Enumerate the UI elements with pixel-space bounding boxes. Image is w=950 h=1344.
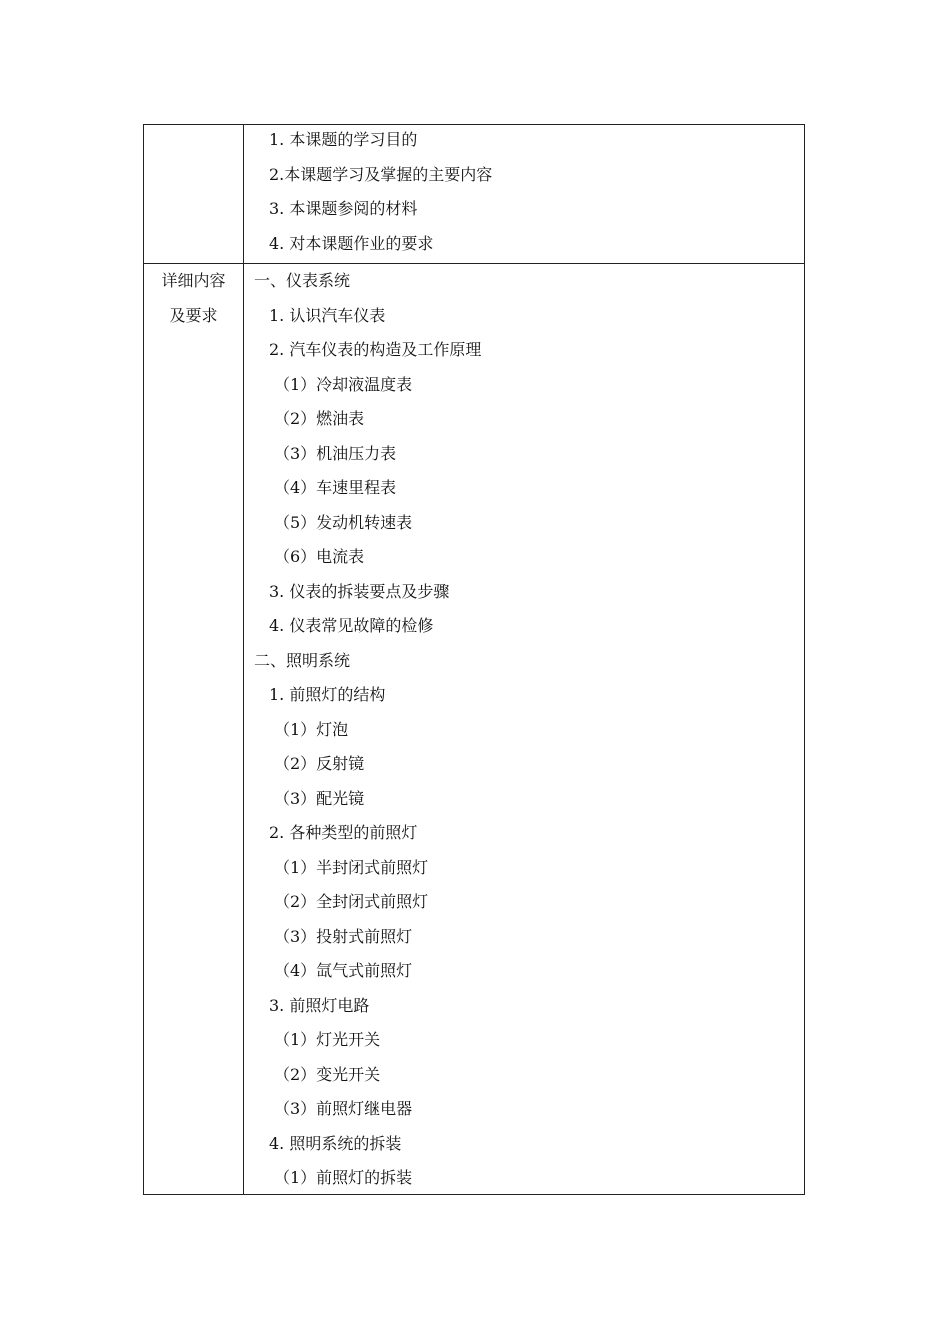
detail-item: 2. 各种类型的前照灯 xyxy=(269,823,418,842)
curriculum-table xyxy=(143,124,805,1195)
detail-item: 4. 仪表常见故障的检修 xyxy=(269,616,434,635)
detail-item: （4）车速里程表 xyxy=(274,478,397,497)
detail-item: （1）灯泡 xyxy=(274,719,349,739)
objective-item: 4. 对本课题作业的要求 xyxy=(269,233,434,253)
detail-content-cell xyxy=(244,264,804,1196)
detail-item: （1）冷却液温度表 xyxy=(274,374,413,394)
detail-item: 3. 仪表的拆装要点及步骤 xyxy=(269,581,450,601)
detail-item: （1）前照灯的拆装 xyxy=(274,1168,413,1187)
detail-label-text: 及要求 xyxy=(169,305,218,325)
detail-item: （2）变光开关 xyxy=(274,1064,381,1084)
detail-item: （2）燃油表 xyxy=(274,409,365,428)
detail-item: 4. 照明系统的拆装 xyxy=(269,1133,402,1153)
detail-item: （3）前照灯继电器 xyxy=(274,1099,413,1118)
detail-item: （2）反射镜 xyxy=(274,754,365,773)
detail-item: （4）氙气式前照灯 xyxy=(274,961,413,980)
detail-item: （1）半封闭式前照灯 xyxy=(274,857,429,877)
detail-item: 二、照明系统 xyxy=(254,650,351,670)
detail-item: （3）投射式前照灯 xyxy=(274,926,413,946)
detail-label-text: 详细内容 xyxy=(161,271,226,290)
objective-item: 3. 本课题参阅的材料 xyxy=(269,199,418,218)
detail-item: （5）发动机转速表 xyxy=(274,512,413,532)
objectives-cell xyxy=(244,123,804,261)
objective-item: 1. 本课题的学习目的 xyxy=(269,130,418,149)
detail-item: （3）机油压力表 xyxy=(274,443,397,463)
detail-item: （3）配光镜 xyxy=(274,788,365,808)
detail-item: 2. 汽车仪表的构造及工作原理 xyxy=(269,340,482,359)
detail-item: 1. 前照灯的结构 xyxy=(269,685,386,704)
detail-item: 3. 前照灯电路 xyxy=(269,995,370,1015)
detail-item: （2）全封闭式前照灯 xyxy=(274,892,429,911)
detail-item: （6）电流表 xyxy=(274,547,365,566)
objective-item: 2.本课题学习及掌握的主要内容 xyxy=(269,164,493,184)
detail-item: 一、仪表系统 xyxy=(254,271,351,290)
detail-item: （1）灯光开关 xyxy=(274,1030,381,1049)
detail-item: 1. 认识汽车仪表 xyxy=(269,305,386,325)
detail-label-cell xyxy=(144,264,243,333)
